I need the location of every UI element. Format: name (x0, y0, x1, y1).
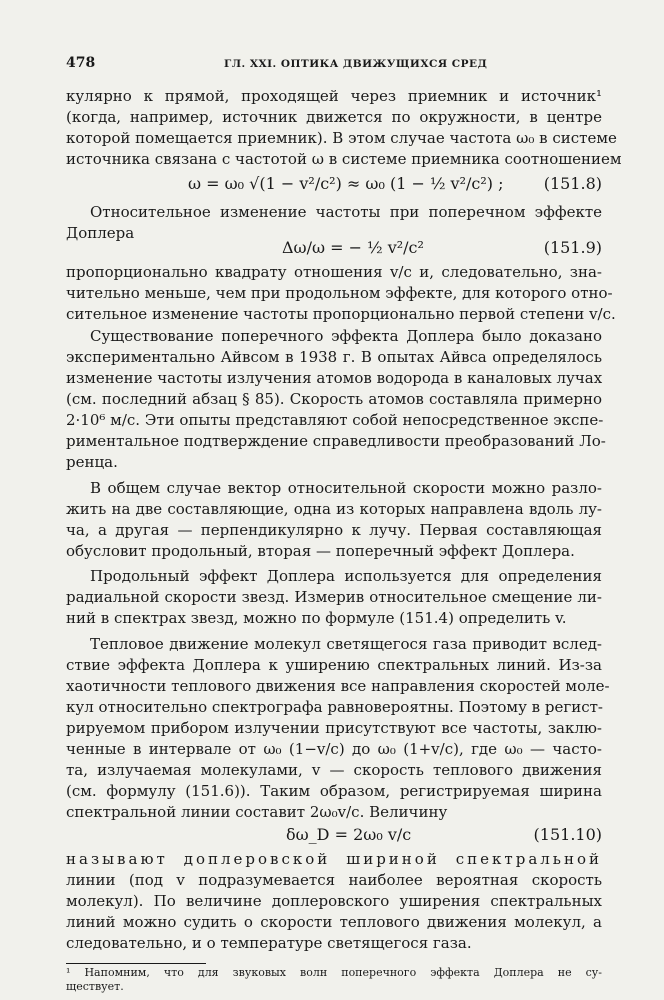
equation-number: (151.8) (543, 174, 602, 193)
text-line: 2·10⁶ м/с. Эти опыты представляют собой непосредственное экспе- (66, 411, 604, 429)
text-line: ний в спектрах звезд, можно по формуле (151.4) определить v. (66, 609, 567, 627)
text-line: линии (под v подразумевается наиболее вероятная скорость (66, 871, 602, 889)
text-line: В общем случае вектор относительной скорости можно разло- (90, 479, 602, 497)
text-line: жить на две составляющие, одна из которых направлена вдоль лу- (66, 500, 602, 518)
text-line: кулярно к прямой, проходящей через приемник и источник¹ (66, 87, 602, 105)
text-line: кул относительно спектрографа равновероятны. Поэтому в регист- (66, 698, 603, 716)
equation-151-9: Δω/ω = − ½ v²/c² (282, 238, 424, 257)
text-line: спектральной линии составит 2ω₀v/c. Величину (66, 803, 448, 821)
text-line: радиальной скорости звезд. Измерив относительное смещение ли- (66, 588, 602, 606)
text-line: следовательно, и о температуре светящегося газа. (66, 934, 472, 952)
text-line: которой помещается приемник). В этом случае частота ω₀ в системе (66, 129, 617, 147)
equation-151-10: δω_D = 2ω₀ v/c (286, 825, 412, 844)
footnote-line: ¹ Напомним, что для звуковых волн поперечного эффекта Доплера не су- (66, 966, 602, 979)
footnote-line: ществует. (66, 980, 124, 993)
text-line: (см. формулу (151.6)). Таким образом, регистрируемая ширина (66, 782, 602, 800)
text-line: (когда, например, источник движется по окружности, в центре (66, 108, 602, 126)
text-line: ченные в интервале от ω₀ (1−v/c) до ω₀ (1+v/c), где ω₀ — часто- (66, 740, 602, 758)
equation-number: (151.10) (533, 825, 602, 844)
text-line: ренца. (66, 453, 118, 471)
text-line: ча, а другая — перпендикулярно к лучу. Первая составляющая (66, 521, 602, 539)
text-line: сительное изменение частоты пропорционально первой степени v/c. (66, 305, 616, 323)
text-line: хаотичности теплового движения все направления скоростей моле- (66, 677, 610, 695)
equation-number: (151.9) (543, 238, 602, 257)
page-number: 478 (66, 55, 96, 71)
text-line: экспериментально Айвсом в 1938 г. В опытах Айвса определялось (66, 348, 602, 366)
text-line: Тепловое движение молекул светящегося газа приводит вслед- (90, 635, 602, 653)
running-header: ГЛ. XXI. ОПТИКА ДВИЖУЩИХСЯ СРЕД (224, 58, 488, 70)
footnote-rule (66, 963, 206, 964)
text-line: чительно меньше, чем при продольном эффекте, для которого отно- (66, 284, 613, 302)
text-line: (см. последний абзац § 85). Скорость атомов составляла примерно (66, 390, 602, 408)
text-line: ствие эффекта Доплера к уширению спектральных линий. Из-за (66, 656, 602, 674)
text-line: изменение частоты излучения атомов водорода в каналовых лучах (66, 369, 603, 387)
text-line: источника связана с частотой ω в системе приемника соотношением (66, 150, 622, 168)
equation-151-8: ω = ω₀ √(1 − v²/c²) ≈ ω₀ (1 − ½ v²/c²) ; (188, 174, 504, 193)
text-line: риментальное подтверждение справедливости преобразований Ло- (66, 432, 606, 450)
text-line: линий можно судить о скорости теплового движения молекул, а (66, 913, 602, 931)
text-line: обусловит продольный, вторая — поперечный эффект Доплера. (66, 542, 575, 560)
text-line: Существование поперечного эффекта Доплера было доказано (90, 327, 602, 345)
text-line: рируемом прибором излучении присутствуют все частоты, заклю- (66, 719, 602, 737)
text-line: Продольный эффект Доплера используется для определения (90, 567, 602, 585)
text-line: Доплера (66, 224, 135, 242)
text-line: Относительное изменение частоты при поперечном эффекте (90, 203, 602, 221)
text-line: пропорционально квадрату отношения v/c и, следовательно, зна- (66, 263, 602, 281)
text-line-emphasis: называют доплеровской шириной спектральной (66, 850, 602, 868)
text-line: та, излучаемая молекулами, v — скорость теплового движения (66, 761, 602, 779)
text-line: молекул). По величине доплеровского уширения спектральных (66, 892, 602, 910)
